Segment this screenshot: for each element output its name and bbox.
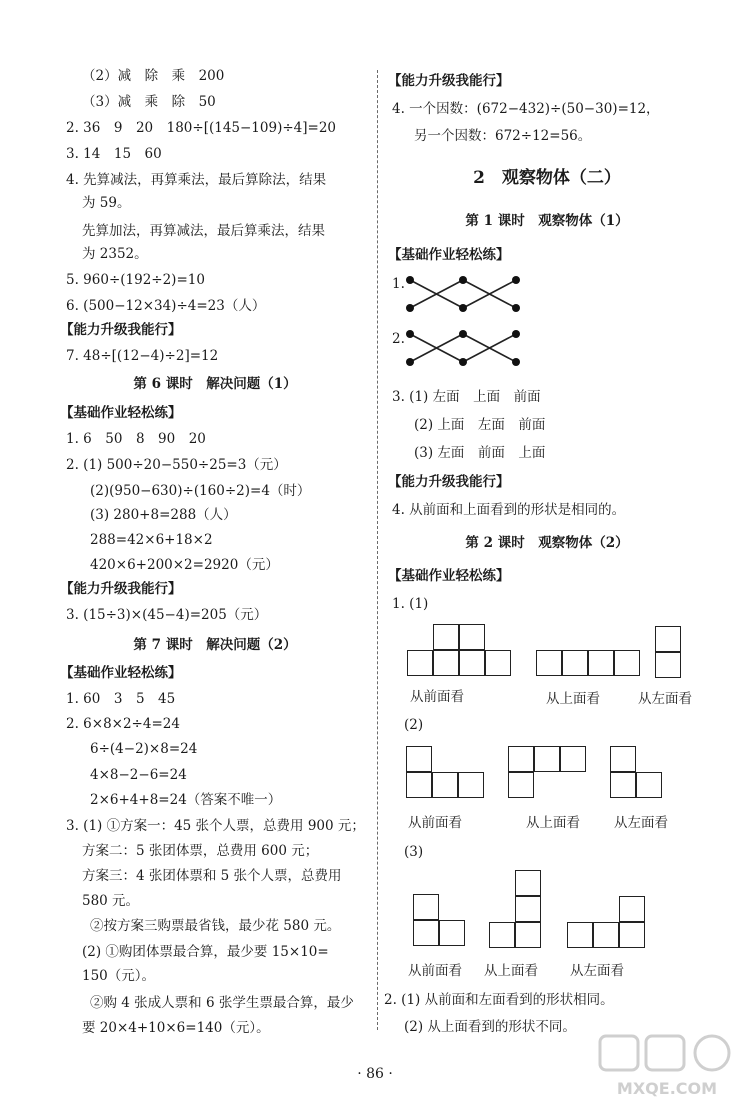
section-heading: 【基础作业轻松练】 (388, 568, 510, 584)
answer-line: 288=42×6+18×2 (90, 532, 213, 548)
top-view-figure (536, 650, 646, 680)
top-view-figure (508, 746, 590, 802)
left-view-figure (567, 896, 649, 952)
answer-line: 3. (1) 左面 上面 前面 (392, 389, 541, 405)
answer-line: 4. 先算减法，再算乘法，最后算除法，结果 (66, 172, 327, 188)
chapter-title: 2 观察物体（二） (473, 168, 621, 188)
section-heading: 【能力升级我能行】 (388, 474, 510, 490)
question-number: 2. (392, 331, 405, 347)
part-label: (3) (404, 844, 424, 860)
answer-line: (2) 上面 左面 前面 (414, 417, 546, 433)
answer-line: （2）减 除 乘 200 (82, 68, 225, 84)
answer-line: 先算加法，再算减法，最后算乘法，结果 (82, 223, 325, 239)
answer-line: 1. 60 3 5 45 (66, 691, 176, 707)
lesson-title: 第 2 课时 观察物体（2） (465, 535, 629, 551)
section-heading: 【能力升级我能行】 (388, 73, 510, 89)
question-number: 1. (392, 276, 405, 292)
view-label: 从左面看 (570, 963, 624, 979)
lesson-title: 第 6 课时 解决问题（1） (133, 376, 297, 392)
part-label: (2) (404, 717, 424, 733)
left-view-figure (610, 746, 666, 802)
answer-line: 为 2352。 (82, 246, 148, 262)
answer-line: (3) 左面 前面 上面 (414, 445, 546, 461)
column-divider (377, 70, 378, 1030)
answer-line: (2) 从上面看到的形状不同。 (404, 1019, 576, 1035)
svg-text:MXQE.COM: MXQE.COM (616, 1079, 718, 1098)
part-label: 1. (1) (392, 596, 429, 612)
section-heading: 【基础作业轻松练】 (60, 665, 182, 681)
answer-line: 方案二：5 张团体票，总费用 600 元； (82, 843, 319, 859)
view-label: 从上面看 (484, 963, 538, 979)
section-heading: 【能力升级我能行】 (60, 581, 182, 597)
view-label: 从上面看 (526, 815, 580, 831)
answer-line: (3) 280+8=288（人） (90, 507, 237, 523)
front-view-figure (407, 624, 517, 680)
view-label: 从前面看 (408, 963, 462, 979)
answer-line: 580 元。 (82, 893, 140, 909)
answer-line: 另一个因数：672÷12=56。 (414, 128, 592, 144)
answer-line: 150（元）。 (82, 968, 156, 984)
matching-lines-diagram (400, 326, 530, 376)
view-label: 从前面看 (410, 689, 464, 705)
view-label: 从左面看 (638, 691, 692, 707)
answer-line: 6. (500−12×34)÷4=23（人） (66, 298, 266, 314)
answer-line: 方案三：4 张团体票和 5 张个人票，总费用 (82, 868, 342, 884)
section-heading: 【能力升级我能行】 (60, 322, 182, 338)
section-heading: 【基础作业轻松练】 (60, 405, 182, 421)
answer-line: ②按方案三购票最省钱，最少花 580 元。 (90, 918, 341, 934)
answer-line: (2)(950−630)÷(160÷2)=4（时） (90, 483, 311, 499)
answer-line: 7. 48÷[(12−4)÷2]=12 (66, 348, 219, 364)
answer-line: (2) ①购团体票最合算，最少要 15×10= (82, 944, 329, 960)
watermark-logo (592, 1032, 742, 1102)
answer-line: 2×6+4+8=24（答案不唯一） (90, 792, 282, 808)
answer-line: 6÷(4−2)×8=24 (90, 741, 198, 757)
answer-line: 3. (15÷3)×(45−4)=205（元） (66, 607, 268, 623)
view-label: 从左面看 (614, 815, 668, 831)
answer-line: 2. (1) 从前面和左面看到的形状相同。 (384, 992, 614, 1008)
lesson-title: 第 7 课时 解决问题（2） (133, 637, 297, 653)
answer-line: 5. 960÷(192÷2)=10 (66, 272, 205, 288)
lesson-title: 第 1 课时 观察物体（1） (465, 213, 629, 229)
front-view-figure (413, 894, 469, 950)
answer-line: 4. 一个因数：(672−432)÷(50−30)=12， (392, 101, 660, 117)
answer-line: 3. 14 15 60 (66, 146, 162, 162)
answer-line: 为 59。 (82, 195, 131, 211)
section-heading: 【基础作业轻松练】 (388, 247, 510, 263)
answer-line: 2. 6×8×2÷4=24 (66, 716, 180, 732)
answer-line: 2. 36 9 20 180÷[(145−109)÷4]=20 (66, 120, 336, 136)
answer-line: ②购 4 张成人票和 6 张学生票最合算，最少 (90, 995, 354, 1011)
answer-line: 4×8−2−6=24 (90, 767, 187, 783)
answer-line: 1. 6 50 8 90 20 (66, 431, 206, 447)
left-view-figure (655, 626, 685, 682)
answer-line: （3）减 乘 除 50 (82, 94, 216, 110)
answer-line: 2. (1) 500÷20−550÷25=3（元） (66, 457, 287, 473)
answer-line: 4. 从前面和上面看到的形状是相同的。 (392, 502, 626, 518)
view-label: 从前面看 (408, 815, 462, 831)
matching-lines-diagram (400, 272, 530, 322)
page-number: · 86 · (357, 1066, 393, 1082)
view-label: 从上面看 (546, 691, 600, 707)
answer-line: 3. (1) ①方案一：45 张个人票，总费用 900 元； (66, 818, 365, 834)
top-view-figure (489, 870, 545, 952)
answer-line: 要 20×4+10×6=140（元）。 (82, 1020, 270, 1036)
front-view-figure (406, 746, 488, 802)
answer-line: 420×6+200×2=2920（元） (90, 557, 279, 573)
